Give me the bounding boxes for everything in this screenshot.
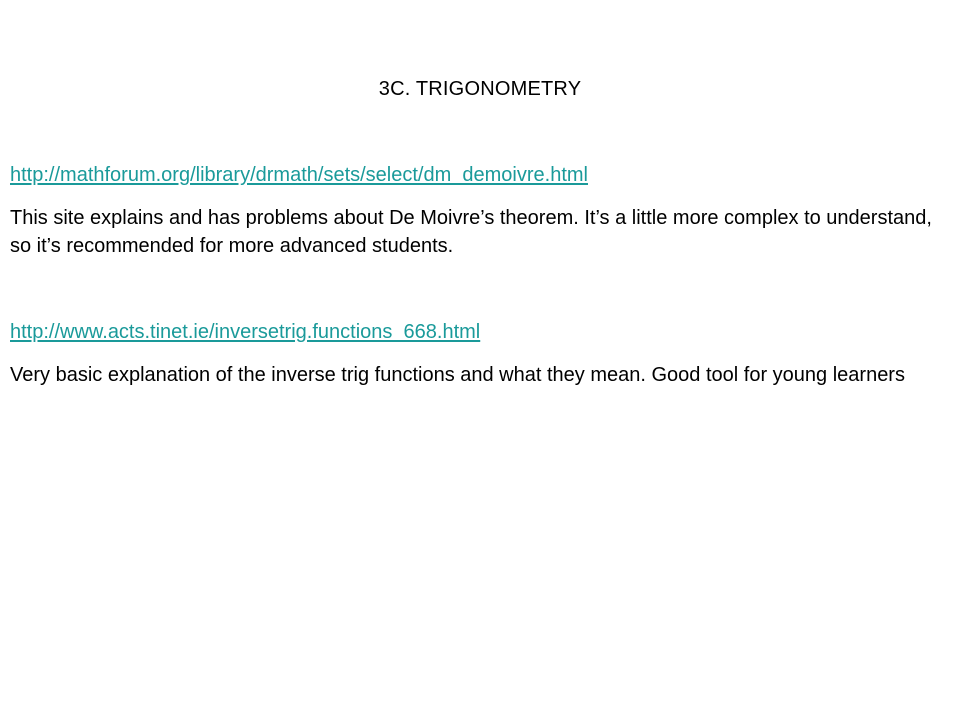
- resource-description-demoivre: This site explains and has problems about De Moivre’s theorem. It’s a little more complex to understand, so it’s recommended for more advanced students.: [10, 207, 932, 257]
- slide-title: 3C. TRIGONOMETRY: [378, 78, 582, 100]
- resource-description-inverse-trig: Very basic explanation of the inverse trig functions and what they mean. Good tool for young learners: [10, 364, 905, 386]
- resource-link-demoivre[interactable]: http://mathforum.org/library/drmath/sets/select/dm_demoivre.html: [10, 164, 588, 186]
- resource-link-inverse-trig[interactable]: http://www.acts.tinet.ie/inversetrig.functions_668.html: [10, 321, 481, 343]
